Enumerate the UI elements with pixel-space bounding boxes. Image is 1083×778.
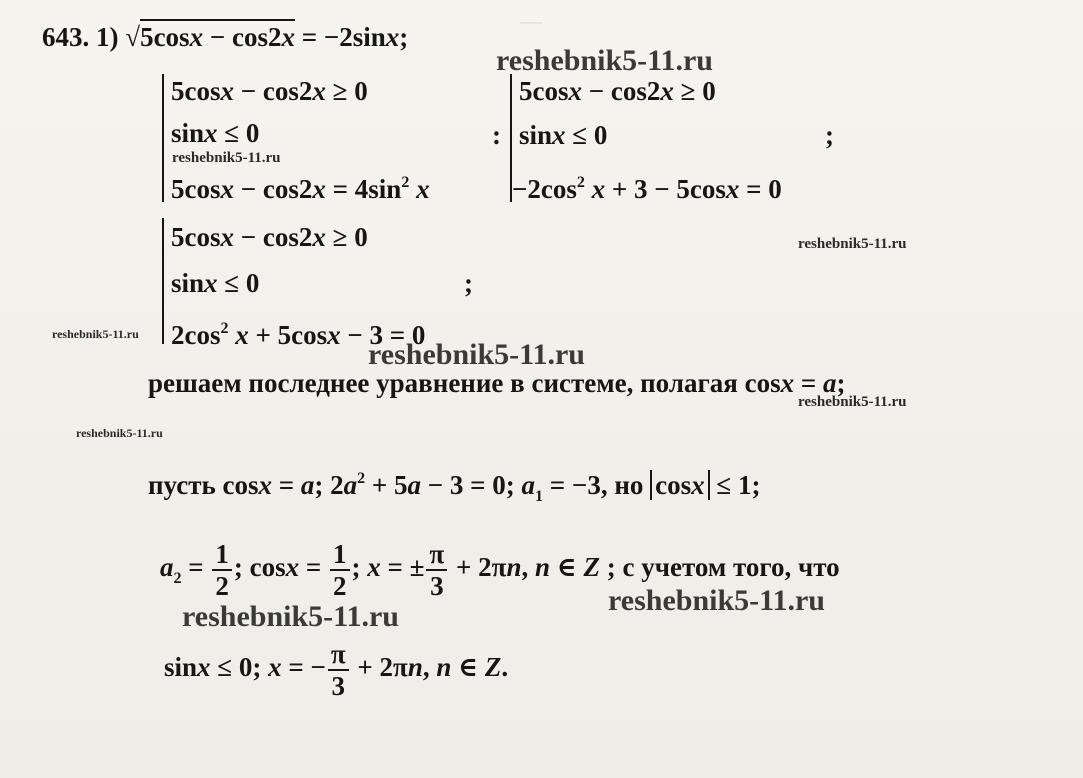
watermark: reshebnik5-11.ru	[798, 236, 907, 252]
system2-line-3: $-2\cos^2$ x + 3 − 5cosx = 0	[512, 174, 782, 204]
system2-end: ;	[825, 120, 834, 150]
watermark: reshebnik5-11.ru	[182, 600, 399, 633]
system1-line-3: $5\cos x - \cos 2x = 4\sin^2$ x	[171, 174, 430, 204]
final-line: sinx ≤ 0; x = − $\frac{\pi}{3}$ + 2πn, n ∈ Z.	[164, 638, 509, 701]
system3-line-1: 5cosx − cos2x ≥ 0	[171, 222, 368, 252]
system3-line-2: sinx ≤ 0	[171, 268, 260, 298]
problem-equation: √5cosx − cos2x = −2sinx;	[125, 19, 408, 52]
system1-line-1: 5cosx − cos2x ≥ 0	[171, 76, 368, 106]
watermark: reshebnik5-11.ru	[496, 44, 713, 77]
watermark: reshebnik5-11.ru	[76, 426, 163, 440]
system1-line-2: sinx ≤ 0	[171, 118, 260, 148]
system-separator: :	[492, 120, 501, 150]
watermark: reshebnik5-11.ru	[172, 150, 281, 166]
watermark: reshebnik5-11.ru	[368, 338, 585, 371]
watermark: reshebnik5-11.ru	[52, 327, 139, 341]
bleed-through: —	[520, 8, 542, 33]
a2-line: $a_2$ = $\frac{1}{2}$ ; cosx = $\frac{1}{2}$ ; x = ± $\frac{\pi}{3}$ + 2πn, n ∈ Z ; с учетом того, что	[160, 538, 840, 601]
problem-header	[42, 20, 408, 54]
let-line: пусть cosx = a; $2a^2 + 5a - 3 = 0$; $a_1 = -3$, но cosx ≤ 1;	[148, 470, 761, 505]
system3-end: ;	[464, 268, 473, 298]
problem-number: 643.	[42, 22, 90, 52]
system3-line-3: $2\cos^2$ x + 5cosx − 3 = 0	[171, 320, 426, 350]
system2-line-2: sinx ≤ 0	[519, 120, 608, 150]
watermark: reshebnik5-11.ru	[798, 394, 907, 410]
watermark: reshebnik5-11.ru	[608, 584, 825, 617]
system2-line-1: 5cosx − cos2x ≥ 0	[519, 76, 716, 106]
system3-brace	[162, 218, 164, 344]
problem-part: 1)	[96, 22, 119, 52]
system1-brace	[162, 74, 164, 202]
solve-line: решаем последнее уравнение в системе, полагая cosx = a;	[148, 368, 846, 398]
